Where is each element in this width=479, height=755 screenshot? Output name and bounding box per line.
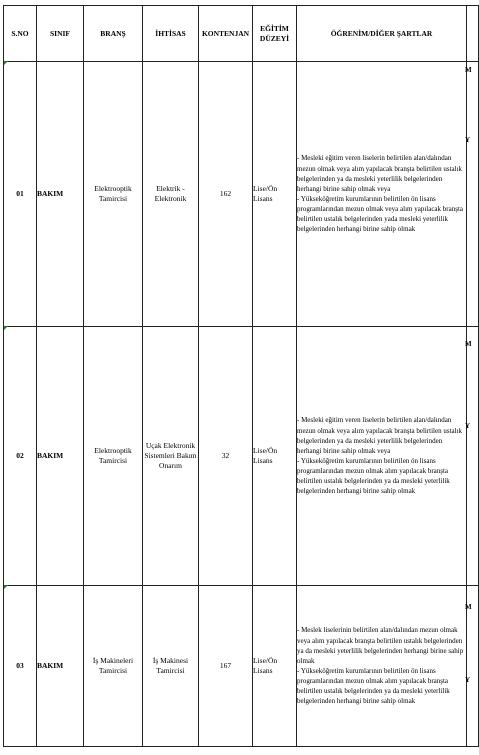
cell-sartlar — [297, 62, 467, 327]
requirement-line: - Mesleki eğitim veren liselerin belirtilen alan/dalından mezun olmak veya alım yapılacak branşta belirtilen ustalık belgelerinden ya da mesleki yeterlilik belgelerinden herhangi birine sahip olmak veya — [297, 154, 463, 193]
header-kontenjan: KONTENJAN — [199, 6, 253, 62]
header-ihtisas: İHTİSAS — [143, 6, 199, 62]
clipped-letter: M — [465, 66, 472, 74]
cell-sno: 01 — [4, 62, 37, 327]
header-brans: BRANŞ — [84, 6, 143, 62]
requirement-line: - Meslek liselerinin belirtilen alan/dalından mezun olmak veya alım yapılacak branşta belirtilen ustalık belgelerinden ya da mesleki yeterlilik belgelerinden herhangi birine sahip olmak — [297, 626, 464, 665]
cell-clipped — [467, 327, 479, 586]
clipped-letter: Y — [465, 676, 471, 684]
cell-sinif: BAKIM — [37, 62, 84, 327]
cell-sno: 03 — [4, 586, 37, 747]
header-row — [4, 6, 479, 62]
cell-ihtisas: İş Makinesi Tamircisi — [143, 586, 199, 747]
cell-kontenjan: 162 — [199, 62, 253, 327]
cell-egitim: Lise/Ön Lisans — [253, 62, 297, 327]
header-egitim-line2: DÜZEYİ — [259, 33, 290, 43]
cell-ihtisas: Uçak Elektronik Sistemleri Bakım Onarım — [143, 327, 199, 586]
green-corner-marker — [4, 585, 8, 589]
table-row — [4, 62, 479, 327]
cell-sartlar — [297, 586, 467, 747]
cell-sno: 02 — [4, 327, 37, 586]
requirement-line: - Mesleki eğitim veren liselerin belirtilen alan/dalından mezun olmak veya alım yapılacak branşta belirtilen ustalık belgelerinden ya da mesleki yeterlilik belgelerinden herhangi birine sahip olmak veya — [297, 416, 463, 455]
cell-kontenjan: 167 — [199, 586, 253, 747]
header-sartlar: ÖĞRENİM/DİĞER ŞARTLAR — [297, 6, 467, 62]
requirements-table — [3, 5, 479, 747]
cell-sinif: BAKIM — [37, 586, 84, 747]
cell-egitim: Lise/Ön Lisans — [253, 327, 297, 586]
green-corner-marker — [4, 326, 8, 330]
header-egitim-line1: EĞİTİM — [260, 24, 289, 34]
requirement-line: - Yükseköğretim kurumlarının belirtilen ön lisans programlarından mezun olmak alım yapılacak branşta belirtilen ustalık belgelerinden ya da mesleki yeterlilik belgelerinden herhangi birine sahip olmak — [297, 457, 450, 496]
cell-clipped — [467, 62, 479, 327]
clipped-letter: M — [465, 603, 472, 611]
clipped-letter: Y — [465, 136, 471, 144]
clipped-letter: M — [465, 340, 472, 348]
table-row — [4, 327, 479, 586]
cell-sinif: BAKIM — [37, 327, 84, 586]
green-corner-marker — [4, 61, 8, 65]
cell-brans: Elektrooptik Tamircisi — [84, 62, 143, 327]
cell-brans: Elektrooptik Tamircisi — [84, 327, 143, 586]
requirement-line: - Yükseköğretim kurumlarının belirtilen ön lisans programlarından mezun olmak veya alım yapılacak branşta belirtilen ustalık belgelerinden yada mesleki yeterlilik belgelerinden herhangi birine sahip olmak — [297, 195, 463, 234]
cell-brans: İş Makineleri Tamircisi — [84, 586, 143, 747]
table-row — [4, 586, 479, 747]
header-sno: S.NO — [4, 6, 37, 62]
cell-ihtisas: Elektrik - Elektronik — [143, 62, 199, 327]
header-egitim-duzeyi — [253, 6, 297, 62]
header-sinif: SINIF — [37, 6, 84, 62]
cell-kontenjan: 32 — [199, 327, 253, 586]
requirement-line: - Yükseköğretim kurumlarının belirtilen ön lisans programlarından mezun olmak alım yapılacak branşta belirtilen ustalık belgelerinden ya da mesleki yeterlilik belgelerinden herhangi birine sahip olmak — [297, 667, 450, 706]
header-clipped — [467, 6, 479, 62]
clipped-letter: Y — [465, 422, 471, 430]
cell-sartlar — [297, 327, 467, 586]
cell-egitim: Lise/Ön Lisans — [253, 586, 297, 747]
